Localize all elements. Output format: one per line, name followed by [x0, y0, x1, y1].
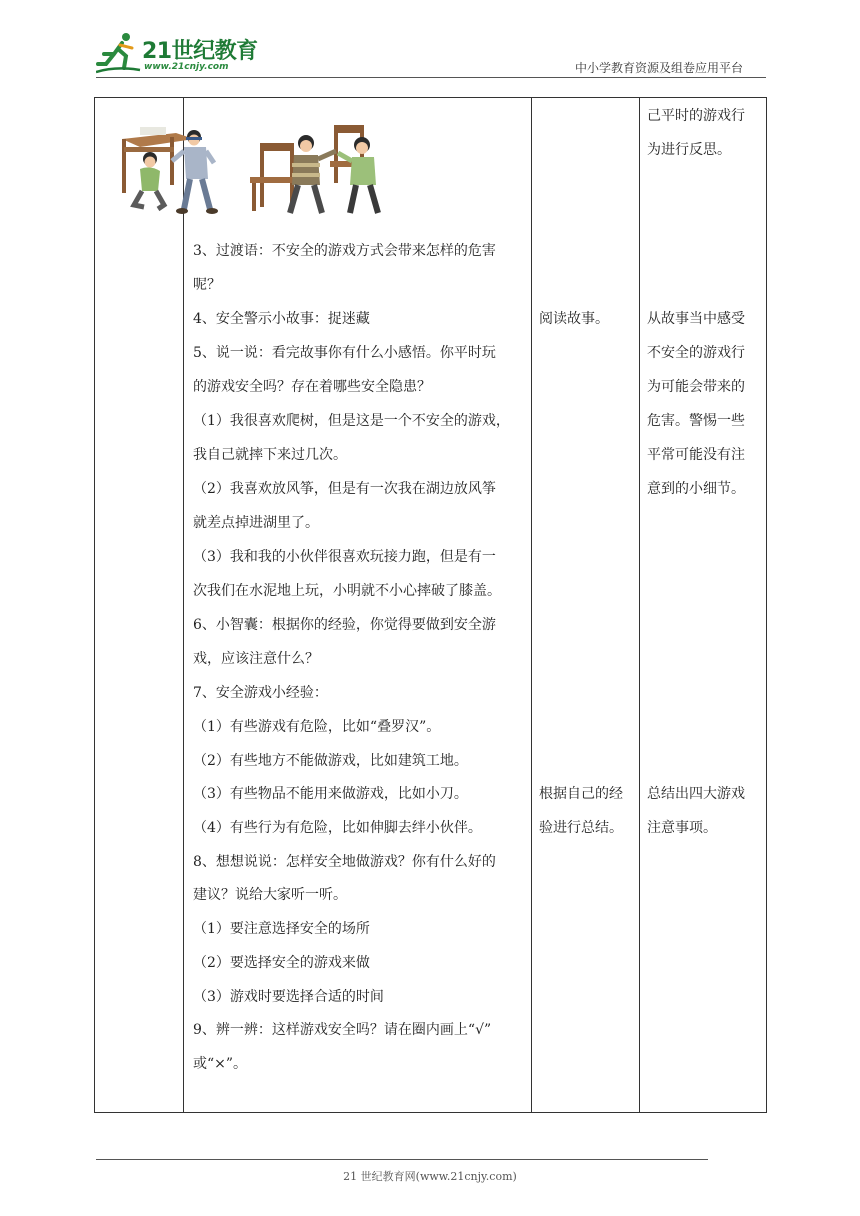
text-line: 6、小智囊：根据你的经验，你觉得要做到安全游 [193, 617, 496, 633]
text-line: 9、辨一辨：这样游戏安全吗？请在圈内画上“√” [193, 1022, 492, 1038]
running-figure-logo-icon [96, 30, 142, 76]
text-line: 3、过渡语：不安全的游戏方式会带来怎样的危害 [193, 243, 496, 259]
page-header [0, 0, 860, 80]
footer-divider [96, 1159, 708, 1160]
text-line: 戏，应该注意什么？ [193, 651, 319, 667]
text-line: 我自己就摔下来过几次。 [193, 447, 347, 463]
text-line: 危害。警惕一些 [647, 413, 745, 429]
text-line: 平常可能没有注 [647, 447, 745, 463]
text-line: 呢？ [193, 277, 221, 293]
text-line: 根据自己的经 [539, 786, 623, 802]
text-line: （3）有些物品不能用来做游戏，比如小刀。 [193, 786, 468, 802]
text-line: 己平时的游戏行 [647, 108, 745, 124]
logo-url: www.21cnjy.com [144, 62, 229, 72]
text-line: 为可能会带来的 [647, 379, 745, 395]
text-line: （3）游戏时要选择合适的时间 [193, 989, 384, 1005]
text-line: 7、安全游戏小经验： [193, 685, 328, 701]
text-line: 总结出四大游戏 [647, 786, 745, 802]
text-line: 阅读故事。 [539, 311, 609, 327]
platform-title: 中小学教育资源及组卷应用平台 [575, 61, 744, 75]
text-line: 或“×”。 [193, 1056, 248, 1072]
text-line: 从故事当中感受 [647, 311, 745, 327]
column-divider [531, 98, 532, 1112]
text-line: 注意事项。 [647, 820, 717, 836]
footer-text: 21 世纪教育网(www.21cnjy.com) [343, 1170, 517, 1183]
pulling-child-icon [338, 137, 378, 213]
crouching-child-icon [134, 152, 164, 209]
text-line: （1）我很喜欢爬树，但是这是一个不安全的游戏， [193, 413, 510, 429]
text-line: （1）有些游戏有危险，比如“叠罗汉”。 [193, 719, 441, 735]
text-line: 的游戏安全吗？存在着哪些安全隐患？ [193, 379, 431, 395]
lesson-table [94, 97, 767, 1113]
text-line: （2）要选择安全的游戏来做 [193, 955, 370, 971]
text-line: 就差点掉进湖里了。 [193, 515, 319, 531]
pulling-child-icon [290, 135, 336, 213]
text-line: （1）要注意选择安全的场所 [193, 921, 370, 937]
text-line: 不安全的游戏行 [647, 345, 745, 361]
logo [96, 30, 266, 78]
text-line: （2）我喜欢放风筝，但是有一次我在湖边放风筝 [193, 481, 496, 497]
text-line: （4）有些行为有危险，比如伸脚去绊小伙伴。 [193, 820, 482, 836]
text-line: 意到的小细节。 [647, 481, 745, 497]
header-divider [96, 77, 766, 78]
text-line: 建议？说给大家听一听。 [193, 887, 347, 903]
children-playing-illustration [120, 117, 420, 221]
logo-text: 21世纪教育 [142, 39, 258, 64]
column-divider [639, 98, 640, 1112]
text-line: 8、想想说说：怎样安全地做游戏？你有什么好的 [193, 854, 496, 870]
column-divider [183, 98, 184, 1112]
text-line: （3）我和我的小伙伴很喜欢玩接力跑，但是有一 [193, 549, 496, 565]
text-line: 4、安全警示小故事：捉迷藏 [193, 311, 370, 327]
text-line: 为进行反思。 [647, 142, 731, 158]
text-line: 5、说一说：看完故事你有什么小感悟。你平时玩 [193, 345, 496, 361]
text-line: 次我们在水泥地上玩，小明就不小心摔破了膝盖。 [193, 583, 501, 599]
blindfolded-child-icon [172, 130, 218, 214]
text-line: 验进行总结。 [539, 820, 623, 836]
text-line: （2）有些地方不能做游戏，比如建筑工地。 [193, 753, 468, 769]
